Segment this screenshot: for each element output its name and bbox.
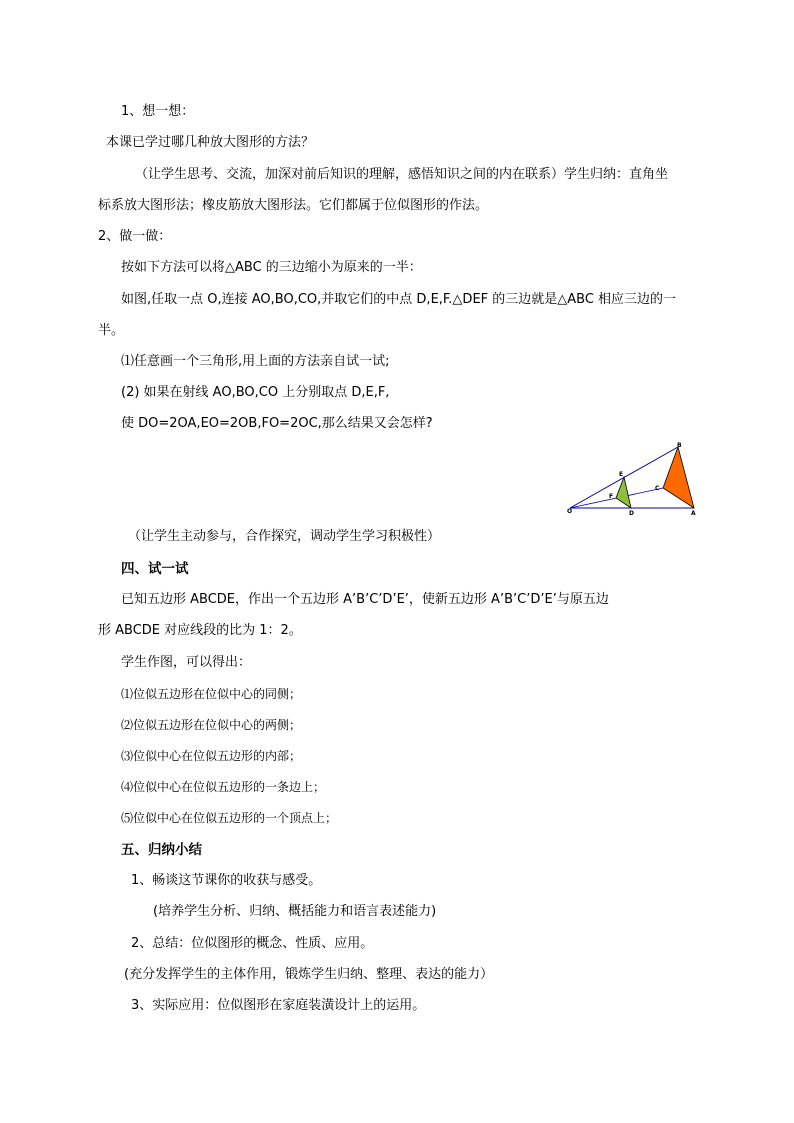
result-item: ⑸位似中心在位似五边形的一个顶点上； <box>121 811 338 825</box>
section1-question: 本课已学过哪几种放大图形的方法？ <box>106 135 315 150</box>
section2-heading: 2、做一做： <box>98 229 172 244</box>
label-d: D <box>629 510 634 516</box>
label-f: F <box>609 493 614 500</box>
section4-problem-line2: 形 ABCDE 对应线段的比为 1：2。 <box>98 623 302 638</box>
summary-item2: 2、总结：位似图形的概念、性质、应用。 <box>131 936 374 951</box>
label-a: A <box>691 510 696 516</box>
label-b: B <box>677 442 682 449</box>
section2-task1: ⑴任意画一个三角形,用上面的方法亲自试一试; <box>121 354 390 369</box>
section2-note: （让学生主动参与，合作探究，调动学生学习积极性） <box>128 529 441 544</box>
result-item: ⑵位似五边形在位似中心的两侧； <box>121 718 302 732</box>
summary-item1-note: (培养学生分析、归纳、概括能力和语言表述能力) <box>153 904 437 919</box>
section2-method-line1: 如图,任取一点 O,连接 AO,BO,CO,并取它们的中点 D,E,F.△DEF 的三边就是△ABC 相应三边的一 <box>121 292 677 307</box>
label-c: C <box>655 485 660 492</box>
section2-task2: (2) 如果在射线 AO,BO,CO 上分别取点 D,E,F, <box>121 385 390 400</box>
result-item: ⑶位似中心在位似五边形的内部； <box>121 749 302 763</box>
section1-answer-line2: 标系放大图形法；橡皮筋放大图形法。它们都属于位似图形的作法。 <box>98 198 489 213</box>
section2-method-line2: 半。 <box>98 323 125 338</box>
summary-item3: 3、实际应用：位似图形在家庭装潢设计上的运用。 <box>131 998 426 1013</box>
triangle-abc <box>663 447 694 508</box>
label-e: E <box>619 471 624 478</box>
label-o: O <box>567 508 573 515</box>
section4-result-intro: 学生作图，可以得出： <box>121 655 252 670</box>
section5-heading: 五、归纳小结 <box>121 842 202 858</box>
result-item: ⑴位似五边形在位似中心的同侧； <box>121 687 302 701</box>
summary-item2-note: (充分发挥学生的主体作用，锻炼学生归纳、整理、表达的能力） <box>124 967 494 982</box>
result-item: ⑷位似中心在位似五边形的一条边上； <box>121 780 326 794</box>
section1-heading: 1、想一想： <box>121 104 195 119</box>
triangle-def <box>616 477 631 508</box>
summary-item1: 1、畅谈这节课你的收获与感受。 <box>131 873 322 888</box>
section4-heading: 四、试一试 <box>121 561 189 577</box>
section1-answer-line1: （让学生思考、交流，加深对前后知识的理解，感悟知识之间的内在联系）学生归纳：直角坐 <box>135 167 669 182</box>
section2-intro: 按如下方法可以将△ABC 的三边缩小为原来的一半： <box>121 260 422 275</box>
section2-task2-cont: 使 DO=2OA,EO=2OB,FO=2OC,那么结果又会怎样? <box>121 416 433 431</box>
section4-problem-line1: 已知五边形 ABCDE，作出一个五边形 A’B’C’D’E’，使新五边形 A’B’C’D’E’与原五边 <box>121 592 609 607</box>
homothety-figure <box>565 440 699 516</box>
